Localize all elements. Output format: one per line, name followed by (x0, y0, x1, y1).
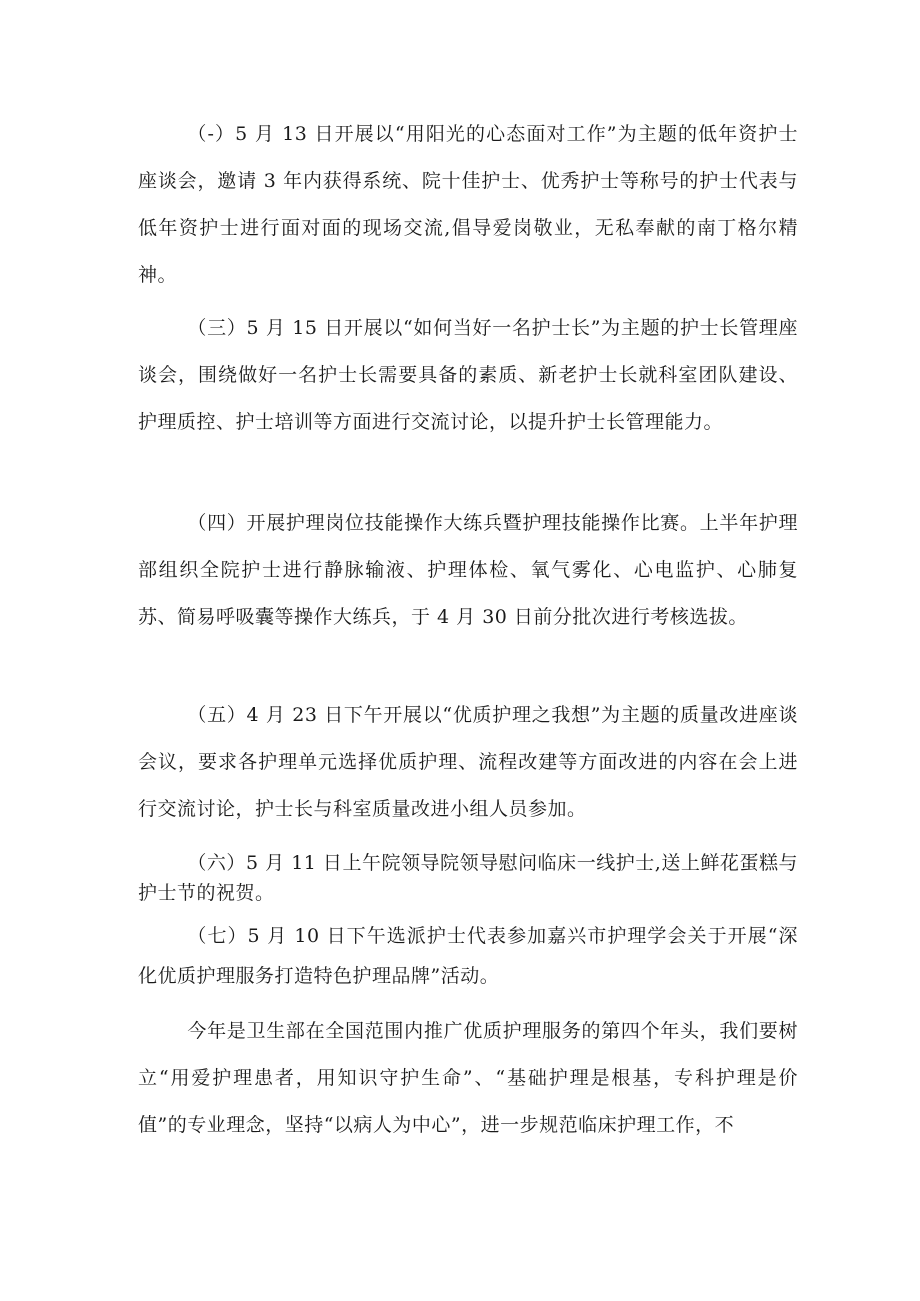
paragraph-4: （五）4 月 23 日下午开展以“优质护理之我想”为主题的质量改进座谈会议，要求各护理单元选择优质护理、流程改建等方面改进的内容在会上进行交流讨论，护士长与科室质量改进小组人员参加。 (138, 704, 798, 820)
paragraph-1: （-）5 月 13 日开展以“用阳光的心态面对工作”为主题的低年资护士座谈会，邀请 3 年内获得系统、院十佳护士、优秀护士等称号的护士代表与低年资护士进行面对面的现场交流,倡导爱岗敬业，无私奉献的南丁格尔精神。 (138, 123, 798, 286)
paragraph-6: （七）5 月 10 日下午选派护士代表参加嘉兴市护理学会关于开展“深化优质护理服务打造特色护理品牌”活动。 (138, 925, 798, 987)
paragraph-7: 今年是卫生部在全国范围内推广优质护理服务的第四个年头，我们要树立“用爱护理患者，用知识守护生命”、“基础护理是根基，专科护理是价值”的专业理念，坚持“以病人为中心”，进一步规范临床护理工作，不 (138, 1020, 798, 1136)
paragraph-3: （四）开展护理岗位技能操作大练兵暨护理技能操作比赛。上半年护理部组织全院护士进行静脉输液、护理体检、氧气雾化、心电监护、心肺复苏、简易呼吸囊等操作大练兵，于 4 月 30 日前分批次进行考核选拔。 (138, 512, 798, 628)
paragraph-2: （三）5 月 15 日开展以“如何当好一名护士长”为主题的护士长管理座谈会，围绕做好一名护士长需要具备的素质、新老护士长就科室团队建设、护理质控、护士培训等方面进行交流讨论，以提升护士长管理能力。 (138, 317, 798, 433)
paragraph-5: （六）5 月 11 日上午院领导院领导慰问临床一线护士,送上鲜花蛋糕与护士节的祝贺。 (138, 852, 798, 904)
